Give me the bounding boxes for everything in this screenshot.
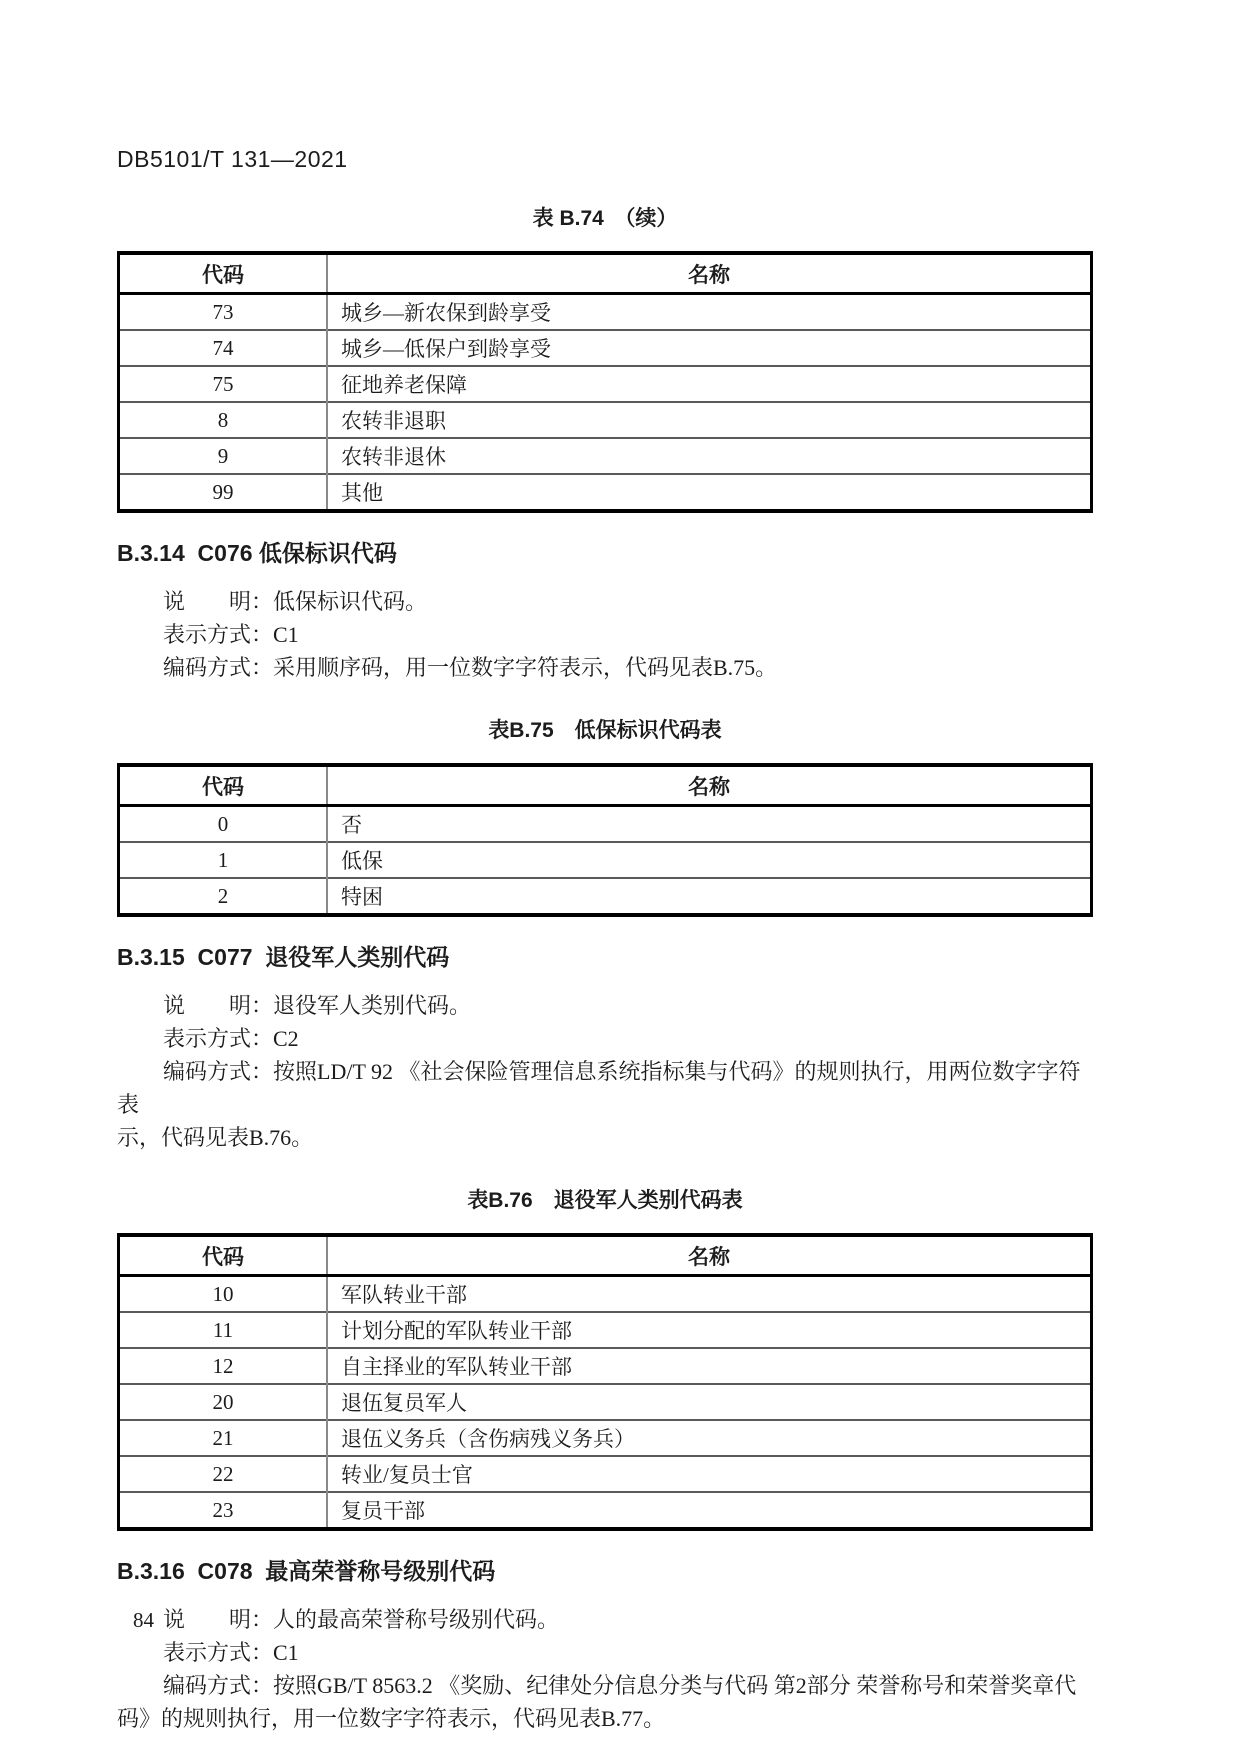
code-cell: 99 [119,474,328,511]
shuoming-line: 说 明：低保标识代码。 [163,589,428,614]
shuoming-line: 说 明：人的最高荣誉称号级别代码。 [163,1607,560,1632]
code-cell: 11 [119,1312,328,1348]
table-b75-header [119,765,1092,806]
code-cell: 2 [119,878,328,915]
bianma-line-1: 编码方式：按照GB/T 8563.2 《奖励、纪律处分信息分类与代码 第2部分 荣誉称号和荣誉奖章代 [163,1673,1077,1698]
code-cell: 10 [119,1276,328,1313]
table-row [119,1456,1092,1492]
table-row [119,806,1092,843]
code-cell: 8 [119,402,328,438]
table-row [119,842,1092,878]
column-header-name: 名称 [327,253,1092,294]
code-cell: 73 [119,294,328,331]
name-cell: 城乡—新农保到龄享受 [341,301,551,325]
table-header-row [119,1235,1092,1276]
column-header-name: 名称 [327,1235,1092,1276]
table-b76-header [119,1235,1092,1276]
table-b75-title: 表B.75 低保标识代码表 [488,719,722,742]
table-header-row [119,253,1092,294]
name-cell: 其他 [327,474,1092,511]
table-row [119,402,1092,438]
bianma-line-2: 示，代码见表B.76。 [117,1125,314,1150]
column-header-code: 代码 [119,1235,328,1276]
name-cell: 农转非退职 [327,402,1092,438]
table-row [119,1312,1092,1348]
table-row [119,366,1092,402]
table-row [119,1276,1092,1313]
bianma-line-1: 编码方式：按照LD/T 92 《社会保险管理信息系统指标集与代码》的规则执行，用两位数字字符表 [117,1059,1081,1117]
table-row [119,1348,1092,1384]
code-cell: 1 [119,842,328,878]
table-row [119,878,1092,915]
name-cell: 特困 [327,878,1092,915]
code-cell: 9 [119,438,328,474]
table-b74 [117,251,1093,513]
table-row [119,438,1092,474]
code-cell: 12 [119,1348,328,1384]
biaoshi-line: 表示方式：C2 [163,1026,299,1051]
code-cell: 20 [119,1384,328,1420]
code-cell: 74 [119,330,328,366]
name-cell: 转业/复员士官 [327,1456,1092,1492]
table-row [119,294,1092,331]
table-row [119,1420,1092,1456]
code-cell: 22 [119,1456,328,1492]
section-heading-b316: B.3.16 C078 最高荣誉称号级别代码 [117,1558,496,1584]
code-cell: 0 [119,806,328,843]
name-cell: 退伍义务兵（含伤病残义务兵） [327,1420,1092,1456]
table-header-row [119,765,1092,806]
section-heading-b315: B.3.15 C077 退役军人类别代码 [117,944,450,970]
name-cell: 自主择业的军队转业干部 [327,1348,1092,1384]
section-heading-b314: B.3.14 C076 低保标识代码 [117,540,397,566]
name-cell: 征地养老保障 [327,366,1092,402]
name-cell: 农转非退休 [327,438,1092,474]
page-number: 84 [133,1608,154,1632]
bianma-line: 编码方式：采用顺序码，用一位数字字符表示，代码见表B.75。 [163,655,778,680]
table-row [119,474,1092,511]
table-b76-title: 表B.76 退役军人类别代码表 [467,1189,743,1212]
table-row [119,1384,1092,1420]
code-cell: 21 [119,1420,328,1456]
name-cell: 否 [341,813,362,837]
biaoshi-line: 表示方式：C1 [163,622,299,647]
bianma-line-2: 码》的规则执行，用一位数字字符表示，代码见表B.77。 [117,1706,666,1731]
biaoshi-line: 表示方式：C1 [163,1640,299,1665]
name-cell: 复员干部 [327,1492,1092,1529]
table-b75 [117,763,1093,917]
table-b74-header [119,253,1092,294]
column-header-name: 名称 [327,765,1092,806]
column-header-code: 代码 [119,765,328,806]
name-cell: 城乡—低保户到龄享受 [327,330,1092,366]
shuoming-line: 说 明：退役军人类别代码。 [163,993,472,1018]
name-cell: 军队转业干部 [341,1283,467,1307]
name-cell: 退伍复员军人 [327,1384,1092,1420]
column-header-code: 代码 [119,253,328,294]
table-row [119,1492,1092,1529]
doc-code: DB5101/T 131—2021 [117,146,348,172]
name-cell: 计划分配的军队转业干部 [327,1312,1092,1348]
code-cell: 75 [119,366,328,402]
table-row [119,330,1092,366]
table-b74-title: 表 B.74 （续） [532,207,678,230]
table-b76 [117,1233,1093,1531]
name-cell: 低保 [327,842,1092,878]
code-cell: 23 [119,1492,328,1529]
